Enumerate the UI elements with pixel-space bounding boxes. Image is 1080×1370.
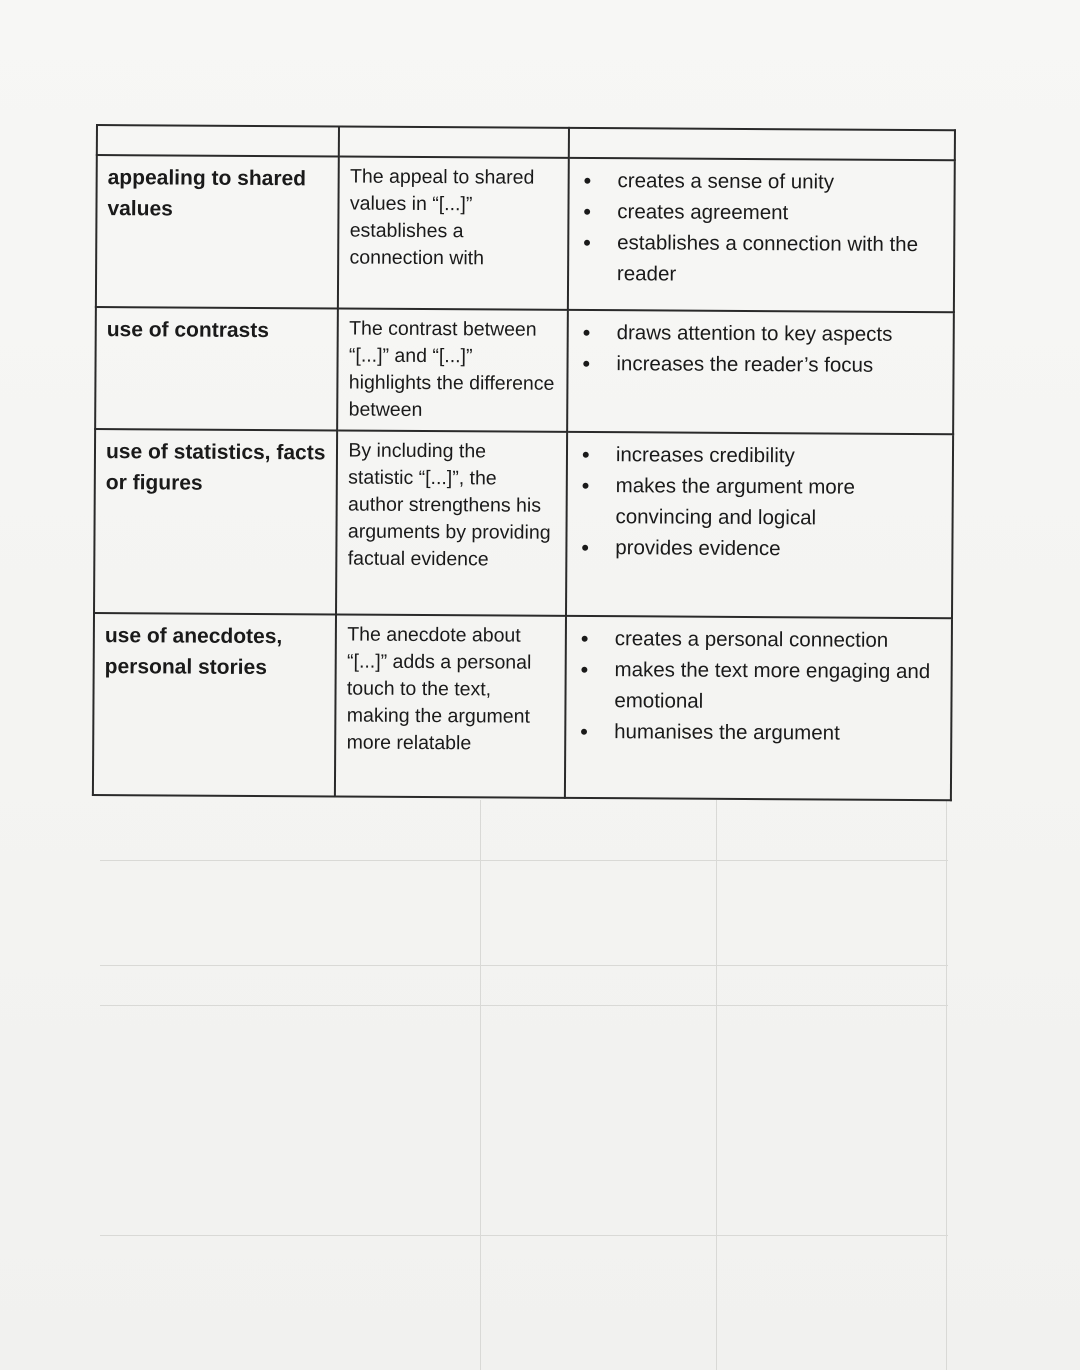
header-cell (339, 126, 569, 157)
ghost-line (480, 800, 481, 1370)
ghost-line (100, 860, 948, 861)
effects-cell (567, 310, 954, 434)
effect-item: • increases credibility (616, 439, 942, 472)
ghost-line (100, 1235, 948, 1236)
effect-item: • makes the text more engaging and emotional (614, 654, 940, 718)
example-text: The appeal to shared values in “[...]” establishes a connection with (349, 165, 535, 270)
effects-list (576, 623, 941, 749)
device-cell (93, 613, 336, 796)
effect-item: • creates a personal connection (615, 623, 941, 656)
ghost-line (100, 965, 948, 966)
example-text: By including the statistic “[...]”, the author strengthens his arguments by providing factual evidence (347, 439, 551, 571)
ghost-line (946, 800, 947, 1370)
table-row (95, 307, 954, 434)
effects-cell (565, 616, 952, 800)
table-row (94, 429, 953, 618)
effect-item: • creates a sense of unity (617, 165, 943, 198)
header-cell (569, 128, 955, 160)
table-row (93, 613, 952, 800)
effects-cell (568, 158, 955, 312)
effect-item: • establishes a connection with the reader (617, 227, 943, 291)
example-cell (338, 156, 568, 309)
effect-item: • increases the reader’s focus (616, 348, 942, 381)
header-cell (97, 125, 340, 156)
ghost-line (100, 1005, 948, 1006)
example-cell (335, 614, 566, 797)
example-text: The contrast between “[...]” and “[...]” highlights the difference between (348, 317, 555, 421)
effects-list (578, 317, 942, 381)
effect-item: • creates agreement (617, 196, 943, 229)
device-cell (95, 307, 338, 430)
example-text: The anecdote about “[...]” adds a personal touch to the text, making the argument more relatable (346, 623, 532, 755)
effect-item: • provides evidence (615, 532, 941, 565)
effects-list (577, 439, 942, 565)
device-label: use of statistics, facts or figures (105, 440, 326, 495)
effects-cell (566, 432, 953, 618)
device-label: appealing to shared values (107, 166, 307, 221)
ghost-line (716, 800, 717, 1370)
effect-item: • humanises the argument (614, 716, 940, 749)
effects-list (579, 165, 944, 291)
device-cell (94, 429, 337, 614)
device-label: use of anecdotes, personal stories (104, 624, 283, 680)
example-cell (338, 308, 568, 431)
example-cell (336, 430, 567, 615)
effect-item: • makes the argument more convincing and logical (615, 470, 941, 534)
device-cell (96, 155, 339, 308)
device-label: use of contrasts (106, 318, 270, 343)
table-row (96, 155, 955, 312)
language-devices-table (92, 124, 956, 801)
effect-item: • draws attention to key aspects (617, 317, 943, 350)
